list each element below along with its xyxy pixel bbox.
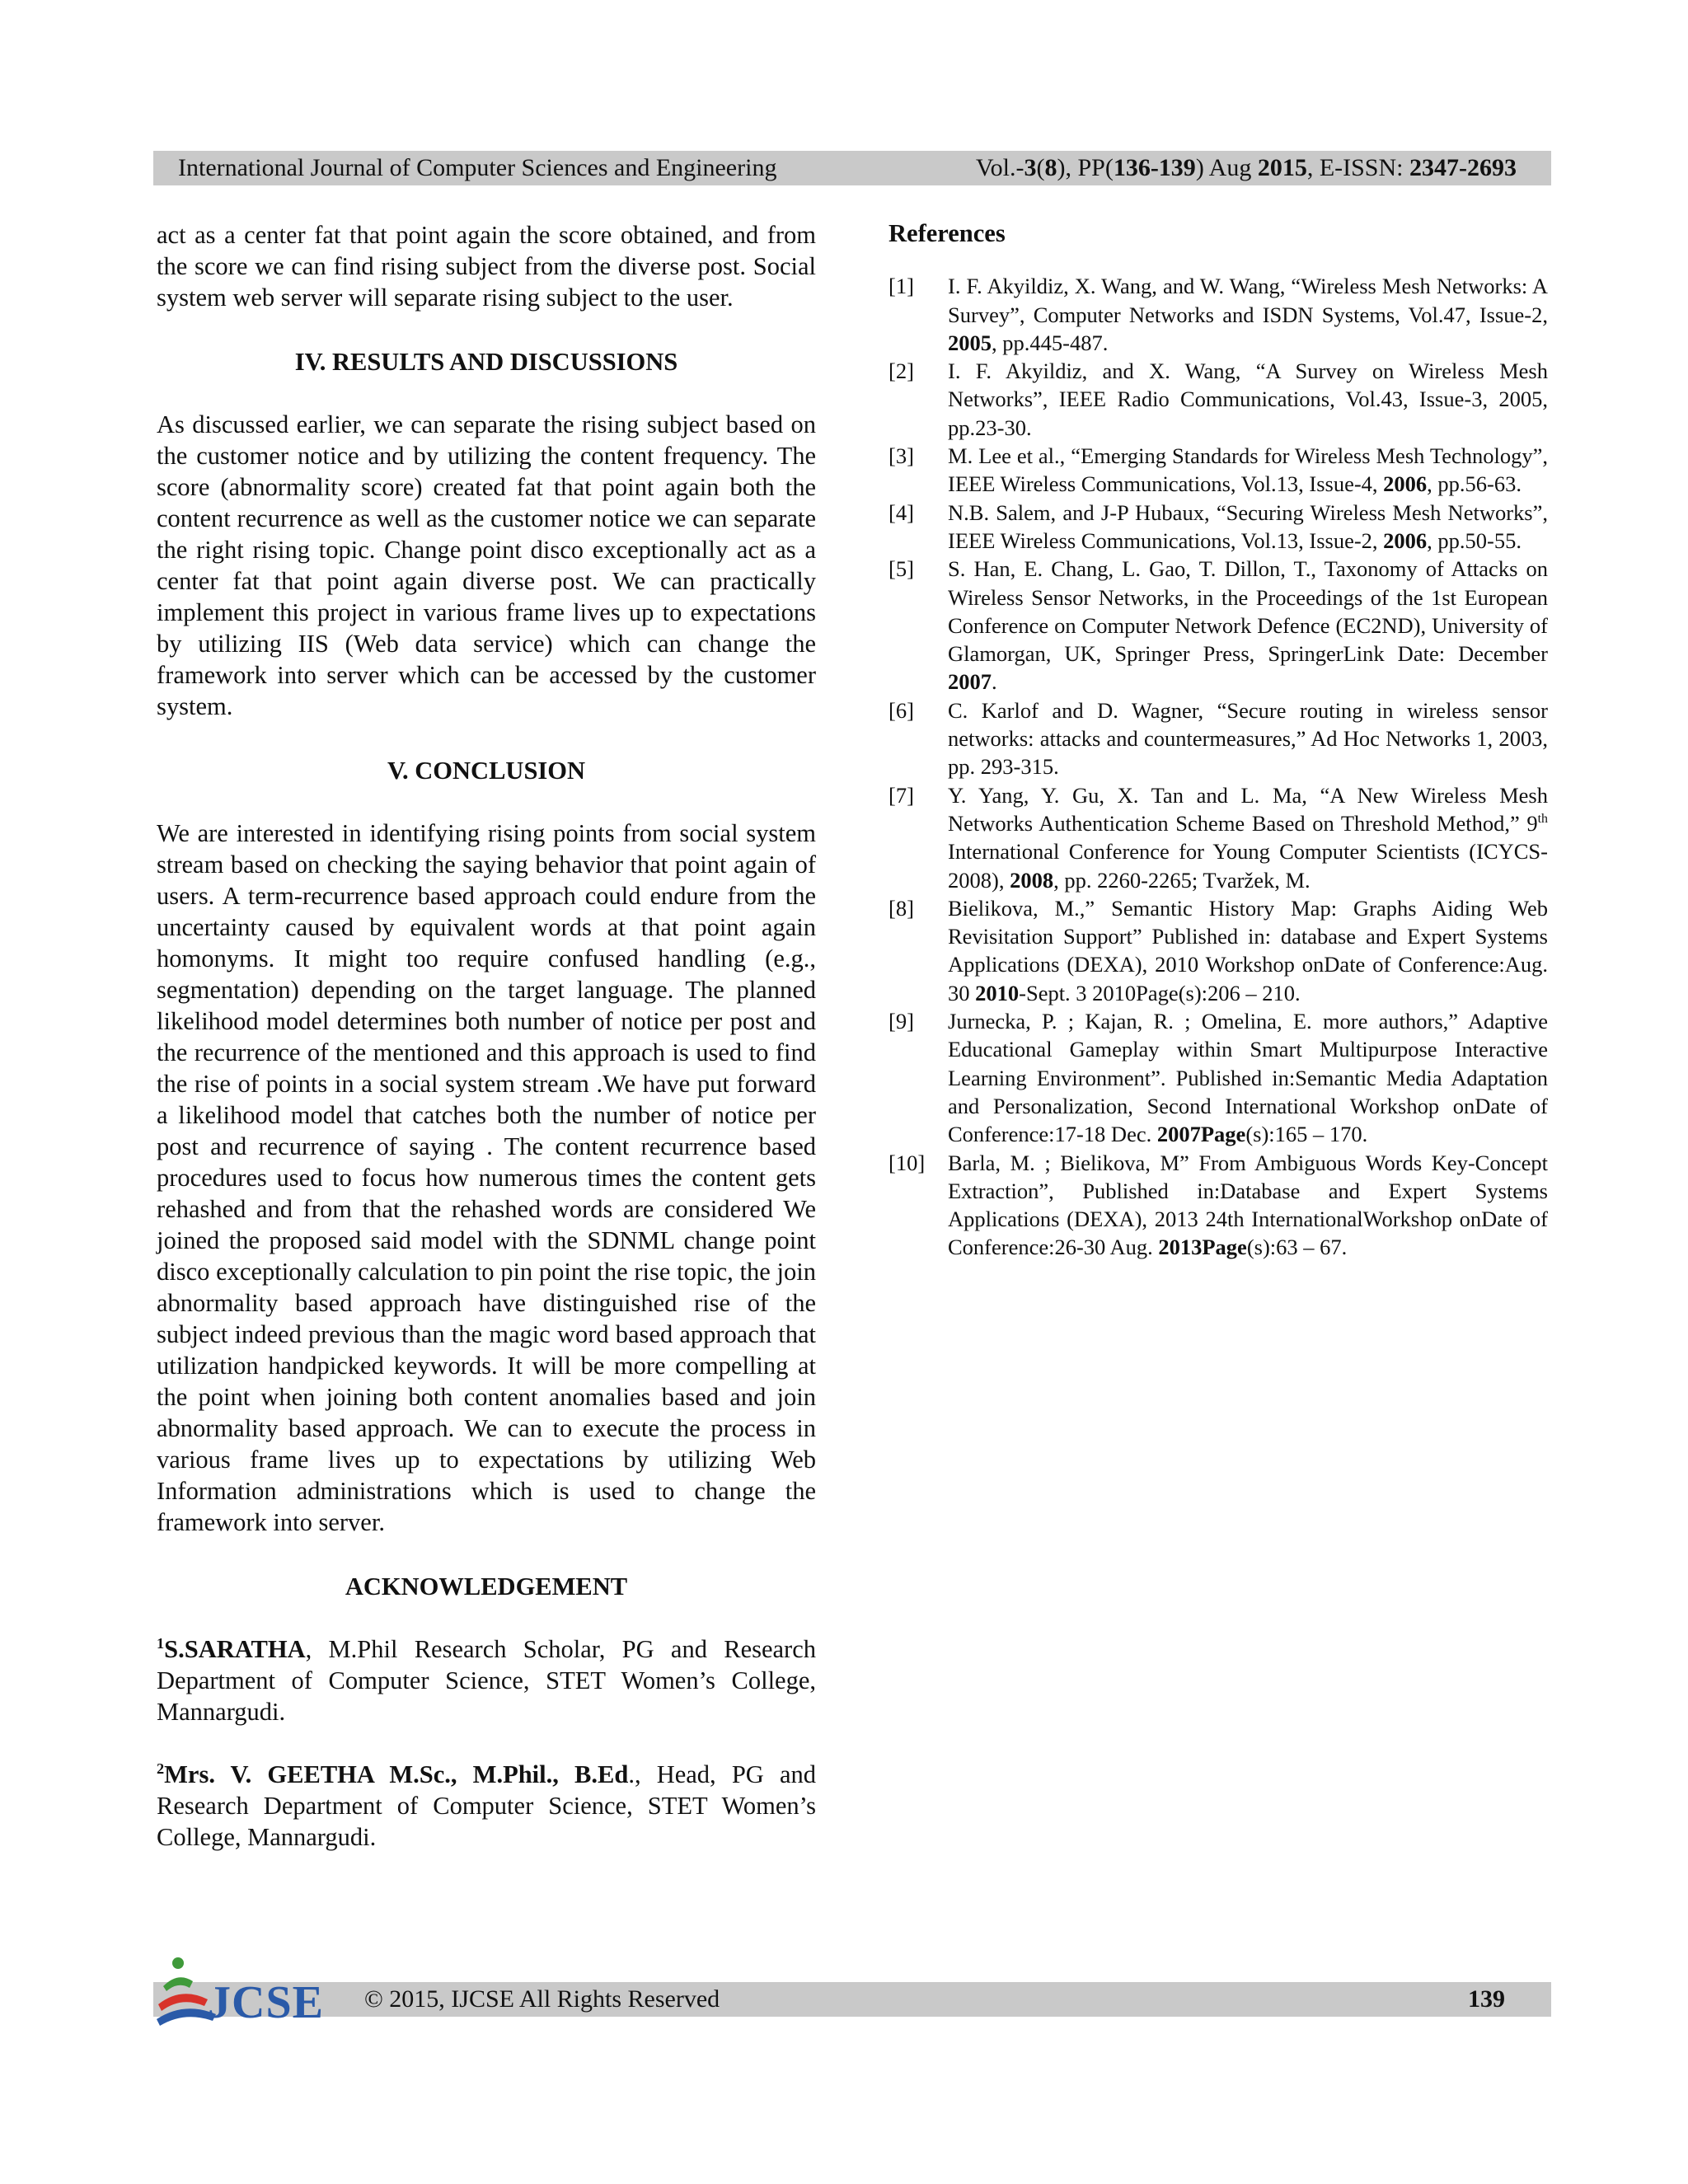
ack-author-1: $^1$S.SARATHA, M.Phil Research Scholar, PG and Research Department of Computer Science, STET Women’s College, Mannargudi.: [157, 1634, 816, 1726]
journal-title: International Journal of Computer Sciences and Engineering: [178, 154, 777, 181]
results-heading: IV. RESULTS AND DISCUSSIONS: [294, 348, 678, 376]
conclusion-heading: V. CONCLUSION: [387, 757, 586, 785]
reference-item: [6] C. Karlof and D. Wagner, “Secure routing in wireless sensor networks: attacks and countermeasures,” Ad Hoc Networks 1, 2003, pp. 293-315.: [889, 697, 1548, 780]
reference-item: [7] Y. Yang, Y. Gu, X. Tan and L. Ma, “A New Wireless Mesh Networks Authentication Scheme Based on Threshold Method,” 9th International Conference for Young Computer Scientists (ICYCS-2008), 2008, pp. 2260-2265; Tvaržek, M.: [889, 782, 1548, 893]
references-heading: References: [889, 219, 1006, 247]
reference-item: [5] S. Han, E. Chang, L. Gao, T. Dillon, T., Taxonomy of Attacks on Wireless Sensor Networks, in the Proceedings of the 1st European Conference on Computer Network Defence (EC2ND), University of Glamorgan, UK, Springer Press, SpringerLink Date: December 2007.: [889, 556, 1548, 695]
reference-item: [2] I. F. Akyildiz, and X. Wang, “A Survey on Wireless Mesh Networks”, IEEE Radio Communications, Vol.43, Issue-3, 2005, pp.23-30.: [889, 359, 1548, 440]
reference-list: [889, 272, 1548, 1261]
page-number: 139: [1468, 1985, 1505, 2013]
ijcse-logo: [157, 1953, 324, 2028]
acknowledgement-heading: ACKNOWLEDGEMENT: [345, 1572, 628, 1601]
reference-item: [4] N.B. Salem, and J-P Hubaux, “Securing Wireless Mesh Networks”, IEEE Wireless Communications, Vol.13, Issue-2, 2006, pp.50-55.: [889, 499, 1548, 553]
volume-info: Vol.-3(8), PP(136-139) Aug 2015, E-ISSN: 2347-2693: [975, 154, 1517, 181]
reference-item: [9] Jurnecka, P. ; Kajan, R. ; Omelina, E. more authors,” Adaptive Educational Gameplay within Smart Multipurpose Interactive Learning Environment”. Published in:Semantic Media Adaptation and Personalization, Second International Workshop onDate of Conference:17-18 Dec. 2007Page(s):165 – 170.: [889, 1009, 1548, 1147]
logo-wordmark: JCSE: [208, 1977, 324, 2028]
left-column: [157, 219, 816, 1884]
copyright-notice: © 2015, IJCSE All Rights Reserved: [364, 1985, 720, 2013]
reference-item: [8] Bielikova, M.,” Semantic History Map: Graphs Aiding Web Revisitation Support” Published in: database and Expert Systems Applications (DEXA), 2010 Workshop onDate of Conference:Aug. 30 2010-Sept. 3 2010Page(s):206 – 210.: [889, 895, 1548, 1005]
reference-item: [3] M. Lee et al., “Emerging Standards for Wireless Mesh Technology”, IEEE Wireless Communications, Vol.13, Issue-4, 2006, pp.56-63.: [889, 443, 1548, 497]
right-column: [889, 219, 1548, 1262]
conclusion-paragraph: We are interested in identifying rising points from social system stream based on checking the saying behavior that point again of users. A term-recurrence based approach could endure from the uncertainty caused by equivalent words at that point again homonyms. It might too require confused handling (e.g., segmentation) depending on the target language. The planned likelihood model determines both number of notice per post and the recurrence of the mentioned and this approach is used to find the rise of points in a social system stream .We have put forward a likelihood model that catches both the number of notice per post and recurrence of saying . The content recurrence based procedures used to focus how numerous times the content gets rehashed and from that the rehashed words are considered We joined the proposed said model with the SDNML change point disco exceptionally calculation to pin point the rise topic, the join abnormality based approach have distinguished rise of the subject indeed previous than the magic word based approach that utilization handpicked keywords. It will be more compelling at the point when joining both content anomalies based and join abnormality based approach. We can to execute the process in various frame lives up to expectations by utilizing Web Information administrations which is used to change the framework into server.: [157, 819, 816, 1536]
reference-item: [1] I. F. Akyildiz, X. Wang, and W. Wang, “Wireless Mesh Networks: A Survey”, Computer Networks and ISDN Systems, Vol.47, Issue-2, 2005, pp.445-487.: [889, 274, 1548, 355]
running-header: [153, 151, 1551, 185]
reference-item: [10] Barla, M. ; Bielikova, M” From Ambiguous Words Key-Concept Extraction”, Published in:Database and Expert Systems Applications (DEXA), 2013 24th InternationalWorkshop onDate of Conference:26-30 Aug. 2013Page(s):63 – 67.: [889, 1150, 1548, 1260]
running-footer: [153, 1982, 1551, 2017]
ack-author-2: $^2$Mrs. V. GEETHA M.Sc., M.Phil., B.Ed., Head, PG and Research Department of Computer Science, STET Women’s College, Mannargudi.: [157, 1760, 816, 1851]
intro-paragraph: act as a center fat that point again the score obtained, and from the score we can find rising subject from the diverse post. Social system web server will separate rising subject to the user.: [157, 221, 816, 312]
results-paragraph: As discussed earlier, we can separate the rising subject based on the customer notice and by utilizing the content frequency. The score (abnormality score) created fat that point again both the content recurrence as well as the customer notice we can separate the right rising topic. Change point disco exceptionally act as a center fat that point again diverse post. We can practically implement this project in various frame lives up to expectations by utilizing IIS (Web data service) which can change the framework into server which can be accessed by the customer system.: [157, 410, 816, 720]
